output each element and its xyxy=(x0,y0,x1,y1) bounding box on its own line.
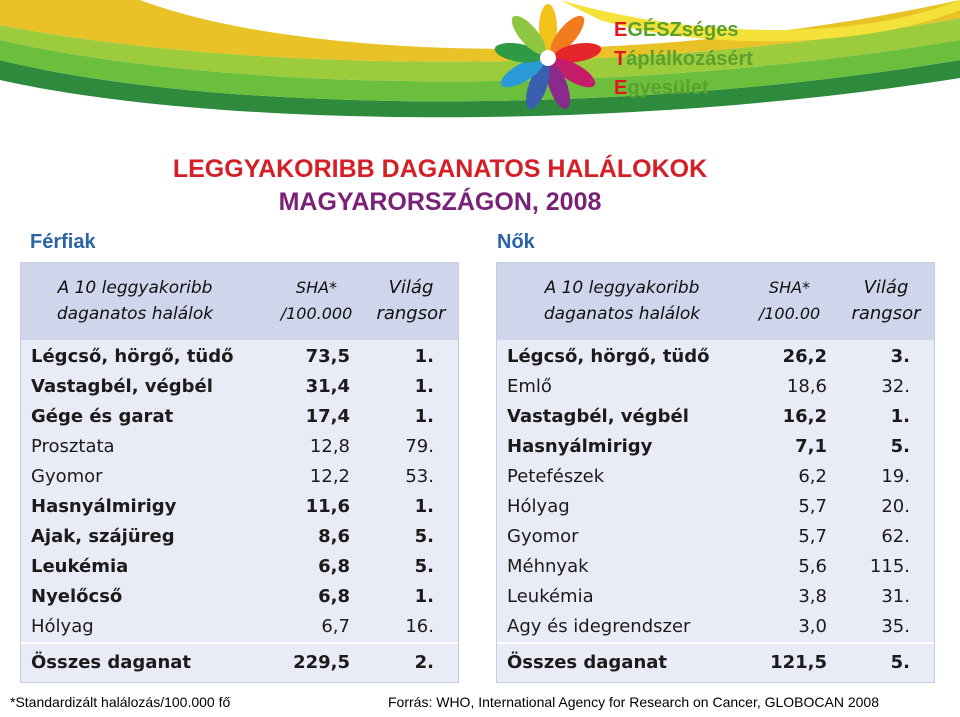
header-cause: A 10 leggyakoribb daganatos halálok xyxy=(56,278,214,324)
table-row xyxy=(21,612,458,642)
sha-value: 3,0 xyxy=(798,616,827,637)
table-row xyxy=(497,372,934,402)
table-row xyxy=(497,492,934,522)
cause-name: Légcső, hörgő, tüdő xyxy=(507,346,710,367)
cause-name: Vastagbél, végbél xyxy=(507,406,689,427)
sha-value: 16,2 xyxy=(782,406,827,427)
women-table xyxy=(496,262,935,683)
sha-value: 17,4 xyxy=(305,406,350,427)
world-rank: 3. xyxy=(890,346,910,367)
table-row xyxy=(21,522,458,552)
table-row xyxy=(497,342,934,372)
table-row xyxy=(21,432,458,462)
sha-value: 12,8 xyxy=(309,436,350,457)
org-line-2: Táplálkozásért xyxy=(614,48,753,70)
world-rank: 62. xyxy=(881,526,910,547)
page-title-line-1: LEGGYAKORIBB DAGANATOS HALÁLOKOK xyxy=(172,155,708,183)
sha-value: 6,2 xyxy=(798,466,827,487)
world-rank: 32. xyxy=(881,376,910,397)
sha-value: 12,2 xyxy=(309,466,350,487)
sha-value: 6,8 xyxy=(318,556,350,577)
sha-value: 5,7 xyxy=(798,496,827,517)
table-row xyxy=(497,612,934,642)
cause-name: Vastagbél, végbél xyxy=(31,376,213,397)
table-row xyxy=(21,372,458,402)
cause-name: Hólyag xyxy=(507,496,570,517)
table-row xyxy=(497,552,934,582)
total-row xyxy=(497,642,934,682)
header-sha: SHA* /100.000 xyxy=(280,278,353,323)
world-rank: 5. xyxy=(414,526,434,547)
cause-name: Petefészek xyxy=(507,466,605,487)
sha-value: 11,6 xyxy=(305,496,350,517)
sha-value: 18,6 xyxy=(786,376,827,397)
table-row xyxy=(497,522,934,552)
flower-logo-icon xyxy=(488,0,608,112)
total-sha-value: 229,5 xyxy=(293,652,350,673)
women-section-label: Nők xyxy=(497,231,535,253)
cause-name: Agy és idegrendszer xyxy=(507,616,691,637)
table-row xyxy=(497,462,934,492)
table-row xyxy=(497,432,934,462)
page-title-line-2: MAGYARORSZÁGON, 2008 xyxy=(278,188,602,216)
sha-value: 5,7 xyxy=(798,526,827,547)
table-header xyxy=(21,263,458,340)
world-rank: 1. xyxy=(414,586,434,607)
cause-name: Hasnyálmirigy xyxy=(31,496,177,517)
world-rank: 1. xyxy=(890,406,910,427)
sha-value: 31,4 xyxy=(305,376,350,397)
footnote: *Standardizált halálozás/100.000 fő xyxy=(10,694,231,710)
world-rank: 1. xyxy=(414,376,434,397)
cause-name: Prosztata xyxy=(31,436,115,457)
world-rank: 20. xyxy=(881,496,910,517)
world-rank: 31. xyxy=(881,586,910,607)
table-row xyxy=(497,582,934,612)
cause-name: Ajak, szájüreg xyxy=(31,526,175,547)
sha-value: 73,5 xyxy=(305,346,350,367)
cause-name: Emlő xyxy=(507,376,552,397)
world-rank: 53. xyxy=(405,466,434,487)
org-line-3: Egyesület xyxy=(614,77,709,99)
sha-value: 6,8 xyxy=(318,586,350,607)
world-rank: 5. xyxy=(414,556,434,577)
total-world-rank: 2. xyxy=(414,652,434,673)
sha-value: 8,6 xyxy=(318,526,350,547)
cause-name: Leukémia xyxy=(507,586,594,607)
organization-name xyxy=(614,16,753,103)
header-world-rank: Világ rangsor xyxy=(851,277,921,324)
total-name: Összes daganat xyxy=(507,652,668,673)
world-rank: 1. xyxy=(414,496,434,517)
world-rank: 5. xyxy=(890,436,910,457)
table-row xyxy=(21,402,458,432)
cause-name: Leukémia xyxy=(31,556,129,577)
source-note: Forrás: WHO, International Agency for Research on Cancer, GLOBOCAN 2008 xyxy=(388,694,879,710)
total-sha-value: 121,5 xyxy=(770,652,827,673)
header-world-rank: Világ rangsor xyxy=(376,277,446,324)
table-header xyxy=(497,263,934,340)
sha-value: 3,8 xyxy=(798,586,827,607)
sha-value: 5,6 xyxy=(798,556,827,577)
total-world-rank: 5. xyxy=(890,652,910,673)
table-row xyxy=(21,492,458,522)
world-rank: 115. xyxy=(869,556,910,577)
table-row xyxy=(21,462,458,492)
world-rank: 16. xyxy=(405,616,434,637)
world-rank: 35. xyxy=(881,616,910,637)
header-cause: A 10 leggyakoribb daganatos halálok xyxy=(543,278,701,324)
total-row xyxy=(21,642,458,682)
world-rank: 19. xyxy=(881,466,910,487)
men-section-label: Férfiak xyxy=(30,231,96,253)
men-table xyxy=(20,262,459,683)
cause-name: Gége és garat xyxy=(31,406,174,427)
sha-value: 26,2 xyxy=(782,346,827,367)
world-rank: 79. xyxy=(405,436,434,457)
table-row xyxy=(21,552,458,582)
table-row xyxy=(497,402,934,432)
total-name: Összes daganat xyxy=(31,652,192,673)
header-swoosh-graphic xyxy=(0,0,960,125)
cause-name: Méhnyak xyxy=(507,556,589,577)
sha-value: 7,1 xyxy=(795,436,827,457)
sha-value: 6,7 xyxy=(321,616,350,637)
world-rank: 1. xyxy=(414,346,434,367)
org-line-1: EGÉSZséges xyxy=(614,19,739,41)
cause-name: Gyomor xyxy=(31,466,103,487)
world-rank: 1. xyxy=(414,406,434,427)
header-sha: SHA* /100.00 xyxy=(758,278,821,323)
cause-name: Gyomor xyxy=(507,526,579,547)
cause-name: Légcső, hörgő, tüdő xyxy=(31,346,234,367)
cause-name: Hasnyálmirigy xyxy=(507,436,653,457)
table-row xyxy=(21,342,458,372)
cause-name: Nyelőcső xyxy=(31,586,123,607)
table-row xyxy=(21,582,458,612)
cause-name: Hólyag xyxy=(31,616,94,637)
